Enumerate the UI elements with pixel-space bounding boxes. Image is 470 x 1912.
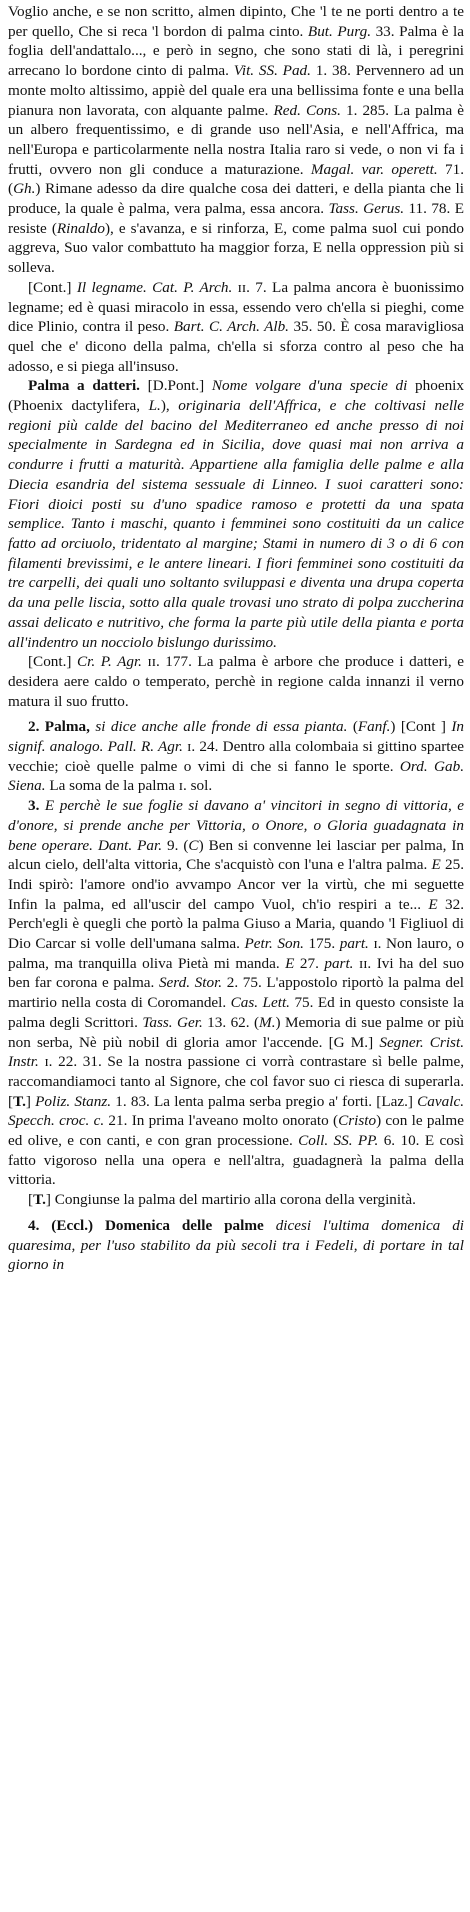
- italic-run: In signif. analogo. Pall. R. Agr.: [8, 718, 465, 756]
- text-run: 1. 83. La lenta palma serba pregio a' forti. [Laz.]: [111, 1092, 418, 1110]
- italic-run: C: [188, 836, 199, 854]
- text-run: 2. 75. L'appostolo riportò la palma del martirio nella costa di Coromandel.: [8, 974, 464, 1012]
- entry-paragraph-p6: [8, 796, 464, 1190]
- entry-paragraph-p3: [8, 376, 464, 652]
- italic-run: Vit. SS. Pad.: [233, 62, 311, 80]
- text-run: ɪ. 24. Dentro alla colombaia si gittino spartee vecchie; cioè quelle palme o vimi di che si fanno le sporte.: [8, 738, 464, 775]
- bold-run: Palma a datteri.: [28, 377, 140, 395]
- italic-run: Nome volgare d'una specie di: [211, 377, 408, 395]
- bold-run: 2. Palma,: [28, 718, 90, 736]
- text-run: 33. Palma è la foglia dell'andattalo..., e però in segno, che sono stati di là, i peregrini arrecano lo bordone cinto di palma.: [8, 22, 464, 80]
- italic-run: Serd. Stor.: [158, 974, 223, 992]
- text-run: 1. 38. Pervennero ad un monte molto altissimo, appiè del quale era una bellissima fonte e una bella pianura non lavorata, con alquante palme.: [8, 62, 464, 119]
- entry-paragraph-p8: [8, 1216, 464, 1275]
- italic-run: E: [428, 895, 438, 913]
- italic-run: si dice anche alle fronde di essa pianta.: [95, 718, 348, 736]
- italic-run: L.: [148, 397, 161, 415]
- italic-run: part.: [324, 954, 354, 972]
- italic-run: Poliz. Stanz.: [35, 1092, 112, 1110]
- italic-run: Bart. C. Arch. Alb.: [173, 318, 289, 336]
- text-run: 25. Indi spirò: l'amore ond'io avvampo Ancor ver la virtù, che mi seguette Infin la palma, ed all'uscir del campo Vuol, ch'io respiri a te...: [8, 856, 464, 913]
- text-run: 75. Ed in questo consiste la palma degli Scrittori.: [8, 994, 464, 1031]
- italic-run: Ord. Gab. Siena.: [8, 757, 464, 795]
- text-run: ) Memoria di sue palme or più non serba, Nè più nobil di gloria amor l'accende. [G M.]: [8, 1013, 464, 1051]
- italic-run: Tass. Gerus.: [328, 200, 405, 218]
- text-run: [Cont.]: [28, 653, 77, 671]
- text-run: [D.Pont.]: [139, 377, 212, 395]
- entry-paragraph-p5: [8, 717, 464, 796]
- bold-run: T.: [13, 1092, 26, 1110]
- text-run: 175.: [303, 935, 340, 953]
- text-run: ɪɪ. 7. La palma ancora è buonissimo legname; ed è quasi miracolo in essa, essendo vero ch'ella si pieghi, come dice Plinio, contra il peso.: [8, 278, 464, 336]
- text-run: ), e s'avanza, e si rinforza, E, come palma suol cui pondo aggreva, Suo valor combattuto ha maggior forza, E nella oppression più si solleva.: [8, 219, 464, 277]
- text-run: ) [Cont ]: [390, 718, 452, 736]
- text-run: [: [28, 1191, 34, 1209]
- text-run: Voglio anche, e se non scritto, almen dipinto, Che 'l te ne porti dentro a te per quello, Che si reca 'l bordon di palma cinto.: [8, 3, 464, 40]
- italic-run: part.: [339, 935, 369, 953]
- text-run: ] Congiunse la palma del martirio alla corona della verginità.: [45, 1191, 416, 1209]
- text-run: ɪ. Non lauro, o palma, ma tranquilla oliva Pietà mi manda.: [8, 935, 464, 972]
- italic-run: But. Purg.: [307, 22, 371, 40]
- italic-run: originaria dell'Affrica, e che coltivasi nelle regioni più calde del bacino del Mediterraneo ed anche presso di noi specialmente in Sardegna ed in Sicilia, dove quasi mai non arriva a condurre i frutti a maturità. Appartiene alla famiglia delle palme e alla Diecia esandria del sistema sessuale di Linneo. I suoi caratteri sono: Fiori dioici posti su d'uno spadice ramoso e protetti da una spata semplice. Tanto i maschi, quanto i femminei sono costituiti da un calice fatto ad orciuolo, tridentato al margine; Stami in numero di 3 o di 6 con filamenti brevissimi, e le antere lineari. I fiori femminei sono costituiti da tre carpelli, dei quali uno soltanto sviluppasi e diventa una drupa coperta da una pelle liscia, sotto alla quale trovasi uno strato di polpa zuccherina assai delicato e nutritivo, che forma la parte più utile della pianta e porta all'indentro un nocciolo bislungo durissimo.: [8, 397, 465, 651]
- italic-run: Cr. P. Agr.: [77, 653, 142, 671]
- italic-run: Gh.: [13, 180, 36, 198]
- italic-run: Coll. SS. PP.: [298, 1132, 379, 1150]
- italic-run: E: [431, 856, 441, 874]
- italic-run: Fanf.: [357, 718, 391, 736]
- italic-run: Petr. Son.: [244, 935, 304, 953]
- italic-run: E: [285, 954, 295, 972]
- text-run: 13. 62. (: [202, 1013, 260, 1031]
- text-run: ) con le palme ed olive, e con canti, e con gran processione.: [8, 1112, 464, 1150]
- bold-run: 3.: [28, 797, 45, 815]
- entry-paragraph-p7: [8, 1190, 464, 1210]
- text-run: ɪɪ. 177. La palma è arbore che produce i datteri, e desidera aere caldo o temperato, perchè in regione calda innanzi il verno matura il suo frutto.: [8, 653, 464, 710]
- text-run: ɪɪ. Ivi ha del suo ben far corona e palma.: [8, 954, 465, 992]
- italic-run: Magal. var. operett.: [310, 160, 438, 178]
- italic-run: Cavalc. Specch. croc. c.: [8, 1092, 464, 1130]
- text-run: La soma de la palma ɪ. sol.: [45, 777, 213, 795]
- bold-run: 4. (Eccl.): [28, 1216, 105, 1234]
- text-run: [Cont.]: [28, 278, 77, 296]
- entry-paragraph-p1: [8, 2, 464, 278]
- text-run: 35. 50. È cosa maravigliosa quel che e' dicono della palma, ch'ella si sforza contro al peso che ha adosso, e si piega all'insuso.: [8, 318, 464, 375]
- text-run: ),: [160, 397, 179, 415]
- text-run: ɪ. 22. 31. Se la nostra passione ci vorrà contrastare sì belle palme, raccomandiamoci tanto al Signore, che col favor suo ci riesca di superarla. [: [8, 1053, 464, 1110]
- italic-run: M.: [259, 1013, 276, 1031]
- italic-run: Segner. Crist. Instr.: [8, 1033, 464, 1071]
- text-run: 21. In prima l'aveano molto onorato (: [104, 1112, 339, 1130]
- italic-run: dicesi l'ultima domenica di quaresima, per l'uso stabilito da più secoli tra i Fedeli, di portare in tal giorno in: [8, 1216, 465, 1274]
- bold-run: T.: [33, 1191, 46, 1209]
- text-run: ]: [25, 1092, 36, 1110]
- italic-run: E perchè le sue foglie si davano a' vincitori in segno di vittoria, e d'onore, si prende anche per Vittoria, o Onore, o Gloria guadagnata in bene operare. Dant. Par.: [8, 797, 465, 854]
- text-run: ) Ben si convenne lei lasciar per palma, In alcun cielo, dell'alta vittoria, Che s'acquistò con l'una e l'altra palma.: [8, 836, 465, 874]
- entry-paragraph-p4: [8, 652, 464, 711]
- text-run: 1. 285. La palma è un albero frequentissimo, e di grande uso nell'Asia, e nell'Affrica, ma nell'Europa e particolarmente nella nostra Italia raro si vede, o non vi fa i frutti, ovvero non gli conduce a maturazione.: [8, 101, 464, 178]
- italic-run: Il legname. Cat. P. Arch.: [76, 278, 233, 296]
- italic-run: Red. Cons.: [273, 101, 341, 119]
- italic-run: Cristo: [338, 1112, 377, 1130]
- italic-run: Cas. Lett.: [230, 994, 290, 1012]
- italic-run: Tass. Ger.: [142, 1013, 203, 1031]
- text-run: 71. (: [8, 160, 465, 198]
- italic-run: Rinaldo: [56, 219, 105, 237]
- text-run: 27.: [294, 954, 325, 972]
- bold-run: Domenica delle palme: [104, 1216, 264, 1234]
- text-run: [264, 1217, 276, 1234]
- entry-paragraph-p2: [8, 278, 464, 377]
- text-run: 6. 10. E così fatto vigoroso nella una opera e nell'altra, guadagnerà la palma della vittoria.: [8, 1132, 464, 1189]
- text-run: 11. 78. E resiste (: [8, 200, 464, 237]
- text-run: phoenix (Phoenix dactylifera,: [8, 377, 464, 415]
- text-run: ) Rimane adesso da dire qualche cosa dei datteri, e della pianta che li produce, la quale è palma, vera palma, essa ancora.: [8, 180, 464, 218]
- text-run: 32. Perch'egli è quegli che portò la palma Giuso a Maria, quando 'l Figliuol di Dio Carcar si volle dell'umana salma.: [8, 895, 464, 953]
- text-run: (: [347, 718, 358, 736]
- text-run: 9. (: [162, 836, 189, 854]
